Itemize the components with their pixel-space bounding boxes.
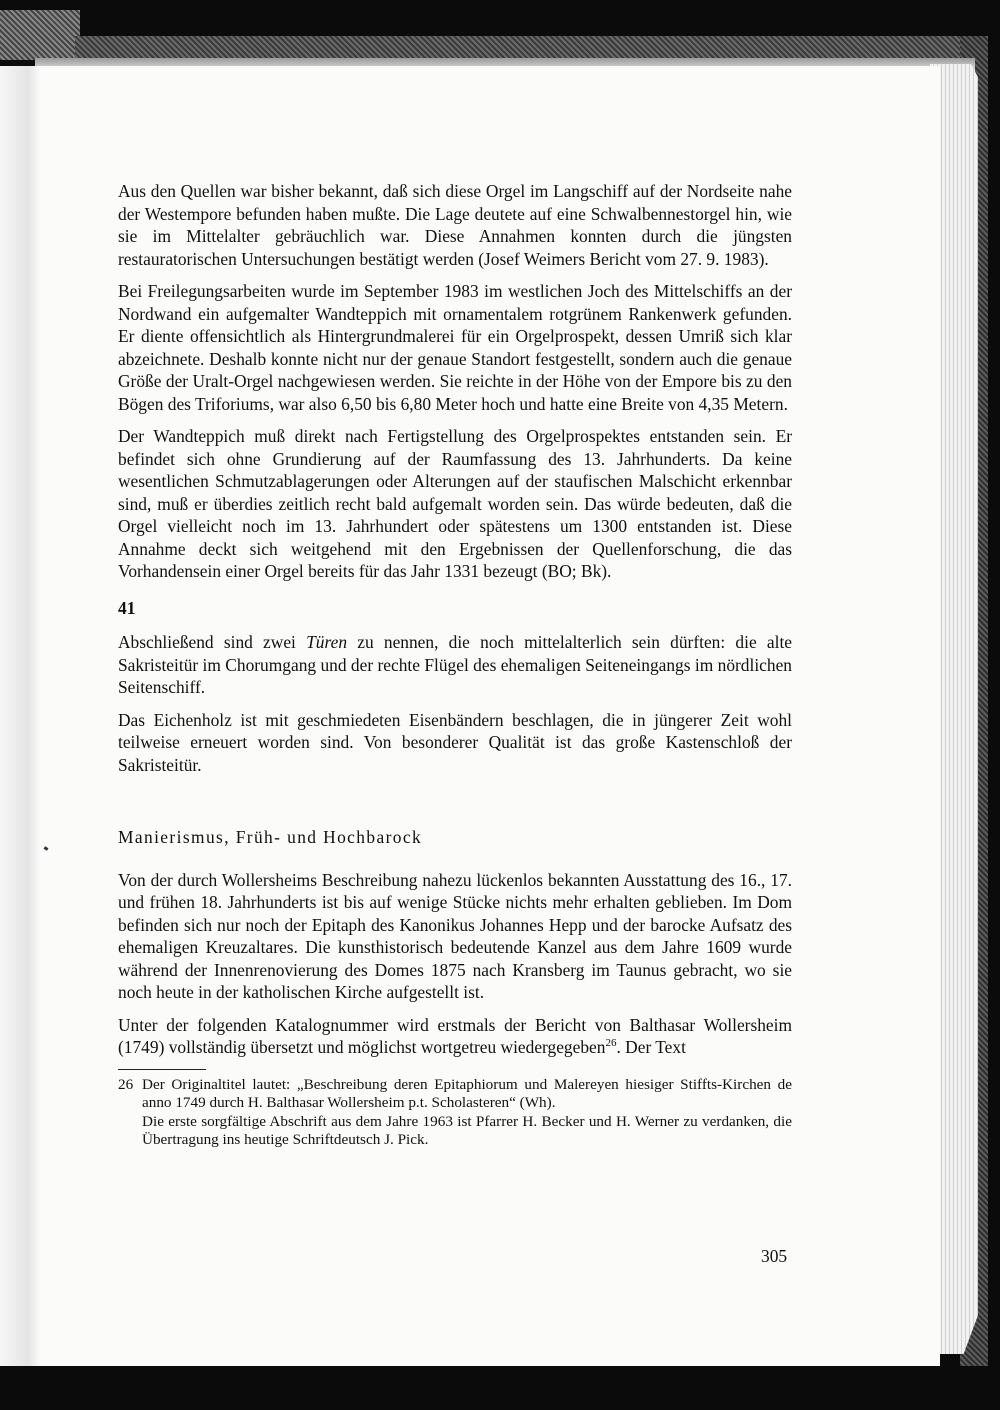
footnote-reference: 26 — [605, 1037, 617, 1050]
catalog-number: 41 — [118, 597, 136, 618]
paragraph-furnishings: Von der durch Wollersheims Beschreibung nahezu lückenlos bekannten Ausstattung des 16., 17. und frühen 18. Jahrhunderts ist bis auf wenige Stücke nichts mehr erhalten geblieben. Im Dom befinden sich nur noch der Epitaph des Kanonikus Johannes Hepp und der barocke Aufsatz des ehemaligen Kreuzaltares. Die kunsthistorisch bedeutende Kanzel aus dem Jahre 1609 wurde während der Innenrenovierung des Domes 1875 nach Kransberg im Taunus gebracht, wo sie noch heute in der katholischen Kirche aufgestellt ist. — [118, 869, 792, 1002]
book-gutter — [0, 66, 40, 1366]
paragraph-organ-sources: Aus den Quellen war bisher bekannt, daß sich diese Orgel im Langschiff auf der Nordseite nahe der Westempore befunden haben mußte. Die Lage deutete auf eine Schwalbennestorgel hin, wie sie im Mittelalter gebräuchlich war. Diese Annahmen konnten durch die jüngsten restauratorischen Untersuchungen bestätigt werden (Josef Weimers Bericht vom 27. 9. 1983). — [118, 181, 792, 269]
body-text — [118, 180, 792, 1150]
paragraph-wollersheim-report — [118, 1014, 792, 1059]
paragraph-excavation: Bei Freilegungsarbeiten wurde im September 1983 im westlichen Joch des Mittelschiffs an der Nordwand ein aufgemalter Wandteppich mit ornamentalem rotgrünem Rankenwerk gefunden. Er diente offensichtlich als Hintergrundmalerei für ein Orgelprospekt, dessen Umriß sich klar abzeichnete. Deshalb konnte nicht nur der genaue Standort festgestellt, sondern auch die genaue Größe der Uralt-Orgel nachgewiesen werden. Sie reichte in der Höhe von der Empore bis zu den Bögen des Triforiums, war also 6,50 bis 6,80 Meter hoch und hatte eine Breite von 4,35 Metern. — [118, 281, 792, 414]
section-heading: Manierismus, Früh- und Hochbarock — [118, 827, 423, 847]
footnote-line: Die erste sorgfältige Abschrift aus dem Jahre 1963 ist Pfarrer H. Becker und H. Werner zu verdanken, die Übertragung ins heutige Schriftdeutsch J. Pick. — [142, 1112, 792, 1148]
book-cover-top — [75, 36, 980, 60]
footnote-divider — [118, 1069, 206, 1070]
paragraph-wall-tapestry: Der Wandteppich muß direkt nach Fertigstellung des Orgelprospektes entstanden sein. Er befindet sich ohne Grundierung auf der Raumfassung des 13. Jahrhunderts. Da keine wesentlichen Schmutzablagerungen oder Alterungen auf der staufischen Malschicht erkennbar sind, muß er überdies zeitlich recht bald aufgemalt worden sein. Das würde bedeuten, daß die Orgel vielleicht noch im 13. Jahrhundert oder spätestens um 1300 entstanden ist. Diese Annahme deckt sich weitgehend mit den Ergebnissen der Quellenforschung, die das Vorhandensein einer Orgel bereits für das Jahr 1331 bezeugt (BO; Bk). — [118, 426, 792, 581]
text-run: Abschließend sind zwei — [118, 632, 307, 652]
page-number: 305 — [761, 1246, 788, 1266]
book-cover-strap — [0, 10, 80, 60]
paragraph-oak-wood: Das Eichenholz ist mit geschmiedeten Eisenbändern beschlagen, die in jüngerer Zeit wohl teilweise erneuert worden sind. Von besonderer Qualität ist das große Kastenschloß der Sakristeitür. — [118, 709, 792, 775]
emphasis-doors: Türen — [306, 632, 348, 652]
text-run: Unter der folgenden Katalognummer wird erstmals der Bericht von Balthasar Wollersheim (1749) vollständig übersetzt und möglichst wortgetreu wiedergegeben — [118, 1014, 792, 1057]
text-run: zu nennen, die noch mittelalterlich sein dürften: die alte Sakristeitür im Chorumgang und der rechte Flügel des ehemaligen Seiteneingangs im nördlichen Seitenschiff. — [118, 632, 792, 697]
paragraph-doors — [118, 631, 792, 699]
footnote-line: Der Originaltitel lautet: „Beschreibung deren Epitaphiorum und Malereyen hiesiger Stiffts-Kirchen de anno 1749 durch H. Balthasar Wollersheim p.t. Scholasteren“ (Wh). — [142, 1075, 792, 1111]
footnote-body — [142, 1076, 792, 1150]
footnote — [118, 1076, 792, 1150]
text-run: . Der Text — [616, 1037, 686, 1057]
footnote-number: 26 — [118, 1075, 134, 1093]
